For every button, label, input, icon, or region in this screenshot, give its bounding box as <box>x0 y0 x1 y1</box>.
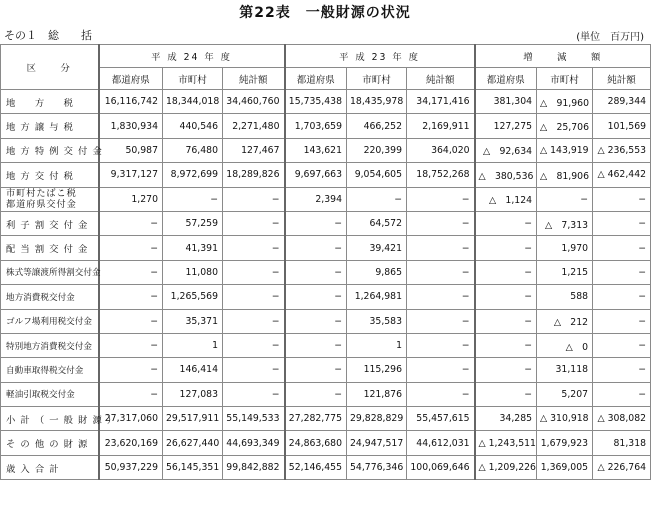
table-row <box>1 309 651 333</box>
table-cell: − <box>475 333 537 357</box>
column-header: 純計額 <box>223 68 285 90</box>
table-cell: 2,271,480 <box>223 114 285 138</box>
table-cell: − <box>285 236 347 260</box>
table-cell: − <box>593 187 651 211</box>
table-cell: − <box>223 211 285 235</box>
table-cell: △ 143,919 <box>537 138 593 162</box>
table-cell: − <box>285 358 347 382</box>
table-cell: 34,460,760 <box>223 90 285 114</box>
column-header: 市町村 <box>347 68 407 90</box>
table-cell: 364,020 <box>407 138 475 162</box>
table-cell: − <box>223 309 285 333</box>
table-cell: 50,987 <box>99 138 163 162</box>
table-cell: △ 212 <box>537 309 593 333</box>
table-row <box>1 382 651 406</box>
table-cell: 31,118 <box>537 358 593 382</box>
column-header: 都道府県 <box>285 68 347 90</box>
table-cell: − <box>593 236 651 260</box>
table-cell: 23,620,169 <box>99 431 163 455</box>
table-cell: 100,069,646 <box>407 455 475 479</box>
table-cell: 2,169,911 <box>407 114 475 138</box>
table-cell: △ 1,209,226 <box>475 455 537 479</box>
row-label: 株式等譲渡所得割交付金 <box>1 260 99 284</box>
table-cell: − <box>223 187 285 211</box>
table-cell: − <box>99 333 163 357</box>
table-cell: − <box>223 260 285 284</box>
table-cell: 146,414 <box>163 358 223 382</box>
table-cell: − <box>99 211 163 235</box>
table-cell: 15,735,438 <box>285 90 347 114</box>
table-cell: − <box>475 382 537 406</box>
table-cell: 16,116,742 <box>99 90 163 114</box>
table-cell: 2,394 <box>285 187 347 211</box>
table-cell: 1 <box>347 333 407 357</box>
row-label: 地方譲与税 <box>1 114 99 138</box>
table-cell: − <box>475 211 537 235</box>
table-cell: − <box>475 236 537 260</box>
row-label: ゴルフ場利用税交付金 <box>1 309 99 333</box>
table-cell: − <box>99 309 163 333</box>
table-cell: 588 <box>537 285 593 309</box>
table-cell: 34,171,416 <box>407 90 475 114</box>
table-cell: 64,572 <box>347 211 407 235</box>
table-cell: 29,828,829 <box>347 407 407 431</box>
table-cell: − <box>407 333 475 357</box>
column-header: 市町村 <box>537 68 593 90</box>
table-row <box>1 236 651 260</box>
table-cell: △ 81,906 <box>537 163 593 187</box>
unit-label: (単位 百万円) <box>576 32 644 43</box>
table-cell: △ 462,442 <box>593 163 651 187</box>
table-cell: 1,703,659 <box>285 114 347 138</box>
column-header: 市町村 <box>163 68 223 90</box>
table-cell: △ 1,243,511 <box>475 431 537 455</box>
table-cell: 24,863,680 <box>285 431 347 455</box>
table-cell: 27,317,060 <box>99 407 163 431</box>
table-cell: △ 0 <box>537 333 593 357</box>
page-title: 第22表 一般財源の状況 <box>239 5 411 21</box>
table-cell: 5,207 <box>537 382 593 406</box>
table-row <box>1 211 651 235</box>
table-cell: − <box>285 333 347 357</box>
table-cell: − <box>285 382 347 406</box>
table-cell: 18,344,018 <box>163 90 223 114</box>
table-row <box>1 138 651 162</box>
section-subtitle: その１ 総 括 <box>4 29 92 42</box>
table-cell: 1,265,569 <box>163 285 223 309</box>
table-cell: 127,275 <box>475 114 537 138</box>
table-cell: − <box>475 358 537 382</box>
table-cell: − <box>593 309 651 333</box>
table-cell: 54,776,346 <box>347 455 407 479</box>
table-cell: △ 226,764 <box>593 455 651 479</box>
row-label: 自動車取得税交付金 <box>1 358 99 382</box>
table-cell: △ 236,553 <box>593 138 651 162</box>
table-cell: 1,264,981 <box>347 285 407 309</box>
table-cell: 127,083 <box>163 382 223 406</box>
column-header: 都道府県 <box>99 68 163 90</box>
table-cell: − <box>223 382 285 406</box>
row-label: 地方特例交付金 <box>1 138 99 162</box>
table-cell: − <box>593 211 651 235</box>
table-cell: 1,679,923 <box>537 431 593 455</box>
table-row <box>1 260 651 284</box>
table-row <box>1 455 651 479</box>
row-label: 地方消費税交付金 <box>1 285 99 309</box>
table-cell: 55,149,533 <box>223 407 285 431</box>
row-label: 地 方 税 <box>1 90 99 114</box>
table-cell: 8,972,699 <box>163 163 223 187</box>
table-cell: 18,435,978 <box>347 90 407 114</box>
table-cell: 18,289,826 <box>223 163 285 187</box>
row-label: 利子割交付金 <box>1 211 99 235</box>
table-cell: − <box>593 285 651 309</box>
row-label: 小計（一般財源） <box>1 407 99 431</box>
table-cell: − <box>223 236 285 260</box>
table-cell: 1,369,005 <box>537 455 593 479</box>
table-cell: − <box>407 211 475 235</box>
table-cell: 220,399 <box>347 138 407 162</box>
table-cell: − <box>537 187 593 211</box>
row-label: 配当割交付金 <box>1 236 99 260</box>
table-cell: − <box>223 285 285 309</box>
table-cell: − <box>407 358 475 382</box>
table-row <box>1 163 651 187</box>
row-label: 歳入合計 <box>1 455 99 479</box>
table-cell: 41,391 <box>163 236 223 260</box>
table-cell: − <box>99 358 163 382</box>
table-cell: 44,693,349 <box>223 431 285 455</box>
table-cell: − <box>285 260 347 284</box>
table-cell: 9,054,605 <box>347 163 407 187</box>
table-cell: 35,371 <box>163 309 223 333</box>
table-row <box>1 333 651 357</box>
table-row <box>1 114 651 138</box>
row-label: 特別地方消費税交付金 <box>1 333 99 357</box>
table-cell: 76,480 <box>163 138 223 162</box>
table-cell: 50,937,229 <box>99 455 163 479</box>
row-label: 市町村たばこ税 都道府県交付金 <box>1 187 99 211</box>
group-header-h24: 平 成 24 年 度 <box>99 45 285 68</box>
table-cell: 143,621 <box>285 138 347 162</box>
table-cell: − <box>407 309 475 333</box>
table-row <box>1 407 651 431</box>
table-cell: △ 308,082 <box>593 407 651 431</box>
category-header: 区 分 <box>1 45 99 90</box>
table-cell: − <box>163 187 223 211</box>
table-cell: 56,145,351 <box>163 455 223 479</box>
table-cell: △ 91,960 <box>537 90 593 114</box>
table-cell: 18,752,268 <box>407 163 475 187</box>
table-cell: − <box>285 211 347 235</box>
table-row <box>1 90 651 114</box>
table-cell: − <box>223 358 285 382</box>
table-cell: − <box>347 187 407 211</box>
table-cell: − <box>475 260 537 284</box>
table-cell: − <box>99 236 163 260</box>
table-cell: 11,080 <box>163 260 223 284</box>
table-cell: 34,285 <box>475 407 537 431</box>
table-cell: − <box>593 358 651 382</box>
table-cell: △ 92,634 <box>475 138 537 162</box>
table-cell: 289,344 <box>593 90 651 114</box>
column-header: 都道府県 <box>475 68 537 90</box>
table-cell: 52,146,455 <box>285 455 347 479</box>
table-cell: 1 <box>163 333 223 357</box>
table-row <box>1 358 651 382</box>
table-cell: 24,947,517 <box>347 431 407 455</box>
table-cell: − <box>285 285 347 309</box>
table-cell: 466,252 <box>347 114 407 138</box>
row-label: 軽油引取税交付金 <box>1 382 99 406</box>
group-header-change: 増 減 額 <box>475 45 651 68</box>
table-cell: 81,318 <box>593 431 651 455</box>
table-cell: − <box>99 285 163 309</box>
column-header: 純計額 <box>407 68 475 90</box>
table-cell: − <box>407 236 475 260</box>
row-label: その他の財源 <box>1 431 99 455</box>
table-cell: 26,627,440 <box>163 431 223 455</box>
table-row <box>1 285 651 309</box>
table-cell: 101,569 <box>593 114 651 138</box>
table-cell: △ 25,706 <box>537 114 593 138</box>
table-cell: 39,421 <box>347 236 407 260</box>
table-cell: △ 7,313 <box>537 211 593 235</box>
table-cell: 35,583 <box>347 309 407 333</box>
table-cell: 9,317,127 <box>99 163 163 187</box>
table-cell: − <box>223 333 285 357</box>
table-cell: 9,697,663 <box>285 163 347 187</box>
table-cell: △ 380,536 <box>475 163 537 187</box>
table-cell: 57,259 <box>163 211 223 235</box>
table-cell: − <box>285 309 347 333</box>
table-cell: 29,517,911 <box>163 407 223 431</box>
table-cell: △ 1,124 <box>475 187 537 211</box>
table-cell: − <box>475 285 537 309</box>
group-header-h23: 平 成 23 年 度 <box>285 45 475 68</box>
table-cell: − <box>593 260 651 284</box>
table-cell: − <box>475 309 537 333</box>
table-cell: − <box>99 382 163 406</box>
row-label: 地方交付税 <box>1 163 99 187</box>
table-cell: 115,296 <box>347 358 407 382</box>
column-header: 純計額 <box>593 68 651 90</box>
table-cell: 99,842,882 <box>223 455 285 479</box>
table-cell: − <box>407 285 475 309</box>
general-revenue-table <box>0 44 651 480</box>
table-cell: − <box>407 382 475 406</box>
table-cell: 440,546 <box>163 114 223 138</box>
table-cell: 1,830,934 <box>99 114 163 138</box>
table-cell: 381,304 <box>475 90 537 114</box>
table-cell: − <box>407 187 475 211</box>
table-cell: 1,270 <box>99 187 163 211</box>
table-cell: 27,282,775 <box>285 407 347 431</box>
table-cell: 127,467 <box>223 138 285 162</box>
table-row <box>1 187 651 211</box>
table-cell: 121,876 <box>347 382 407 406</box>
table-cell: 9,865 <box>347 260 407 284</box>
table-cell: △ 310,918 <box>537 407 593 431</box>
table-cell: 55,457,615 <box>407 407 475 431</box>
table-cell: 1,215 <box>537 260 593 284</box>
table-cell: − <box>593 382 651 406</box>
table-cell: − <box>407 260 475 284</box>
table-row <box>1 431 651 455</box>
table-cell: 1,970 <box>537 236 593 260</box>
table-cell: − <box>593 333 651 357</box>
table-cell: 44,612,031 <box>407 431 475 455</box>
table-cell: − <box>99 260 163 284</box>
